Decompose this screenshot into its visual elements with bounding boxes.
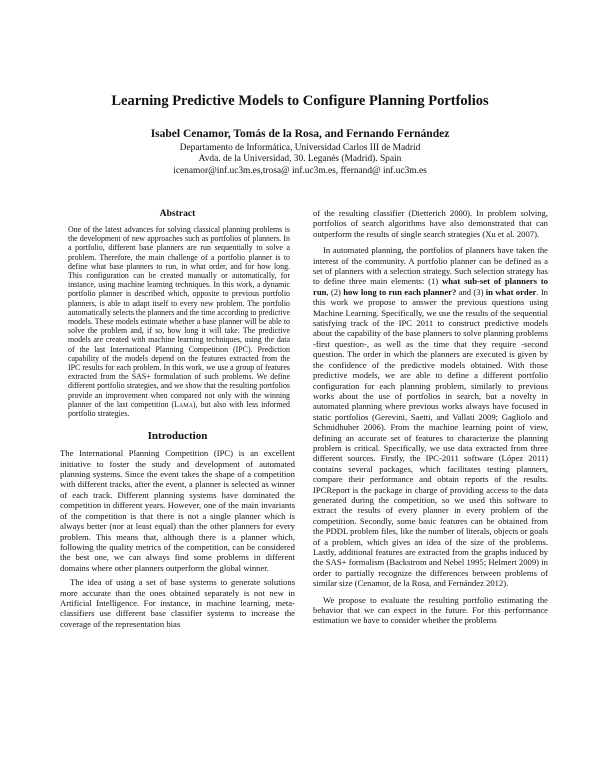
right-column — [313, 208, 548, 626]
question-subset: what sub-set of planners to run — [313, 276, 548, 297]
paragraph-portfolios — [313, 245, 548, 588]
abstract-text — [68, 225, 290, 418]
affiliation-line-2: Avda. de la Universidad, 30. Leganés (Madrid). Spain — [198, 154, 402, 165]
portfolio-text-a: In automated planning, the portfolios of planners have taken the interest of the community. A portfolio planner can be defined as a set of planners with a selection strategy. Such selection strategy has to define three main elements: (1) — [313, 245, 548, 287]
abstract-body: One of the latest advances for solving classical planning problems is the development of new approaches such as portfolios of planners. In a portfolio, different base planners are run sequentially to solve a problem. Therefore, the main challenge of a portfolio planner is to define what base planners to run, in what order, and for how long. This configuration can be created manually or automatically, for instance, using machine learning techniques. In this work, a dynamic portfolio planner is described which, opposite to previous portfolio planners, is able to adapt itself to every new problem. The portfolio automatically selects the planners and the time according to predictive models. These models estimate whether a base planner will be able to solve the problem and, if so, how long it will take. The predictive models are created with machine learning techniques, using the data of the last International Planning Competition (IPC). Prediction capability of the models depend on the features extracted from the IPC results for each problem. In this work, we use a group of features extracted from the SAS+ formulation of such problems. We define different portfolio strategies, and we show that the resulting portfolios provide an improvement when compared not only with the winning planner of the last competition ( — [68, 225, 290, 409]
portfolio-text-c: and (3) — [456, 286, 486, 297]
lama-planner-name: Lama — [174, 399, 193, 409]
author-emails: icenamor@inf.uc3m.es,trosa@ inf.uc3m.es, ffernand@ inf.uc3m.es — [173, 165, 427, 176]
author-names: Isabel Cenamor, Tomás de la Rosa, and Fernando Fernández — [150, 128, 450, 140]
abstract-heading: Abstract — [159, 208, 196, 219]
portfolio-text-b: , (2) — [326, 286, 344, 297]
question-order: in what order — [485, 286, 537, 297]
abstract-ending: ), but also with less informed portfolio strategies. — [68, 399, 291, 419]
intro-paragraph-1: The International Planning Competition (IPC) is an excellent initiative to foster the study and development of automated planning systems. Since the event takes the shape of a competition with different tracks, after the event, a planner is selected as winner of each track. Different planning systems have dominated the competition in different years. However, one of the main invariants of the competition is that there is not a single planner which is always better (nor at least equal) than the other planners for every problem. This means that, although there is a planner which, following the quality metrics of the competition, can be considered the best one, we can always find some problems in different domains where other planners outperform the global winner. — [60, 448, 295, 573]
paragraph-evaluation: We propose to evaluate the resulting portfolio estimating the behavior that we can expect in the future. For this performance estimation we have to consider whether the problems — [313, 594, 548, 626]
portfolio-text-d: . In this work we propose to answer the previous questions using Machine Learning. Specifically, we use the results of the sequential satisfying track of the IPC 2011 to construct predictive models about the capability of the base planners to solve planning problems -first question-, as well as the time that they require -second question. The order in which the planners are executed is given by the confidence of the predictive models obtained. With those predictive models, we are able to define a different portfolio configuration for each planning problem, similarly to previous works about the use of portfolios in search, but a novelty in automated planning where previous works always have focused in static portfolios (Gerevini, Saetti, and Vallati 2009; Gagliolo and Schmidhuber 2006). From the machine learning point of view, defining an accurate set of features to characterize the planning problem is critical. Specifically, we use data extracted from three different sources. Firstly, the IPC-2011 software (López 2011) contains several packages, which facilitates testing planners, compare their performance and obtain reports of the results. IPCReport is the package in charge of providing access to the data generated during the competition, so we used this software to extract the results of every planner in every problem of the competition. Secondly, some basic features can be obtained from the PDDL problem files, like the number of literals, objects or goals of a problem, which gives an idea of the size of the problems. Lastly, additional features are extracted from the graphs induced by the SAS+ formalism (Backstrom and Nebel 1995; Helmert 2009) in order to partially recognize the differences between problems of similar size (Cenamor, de la Rosa, and Fernández 2012). — [313, 286, 548, 589]
paper-title: Learning Predictive Models to Configure Planning Portfolios — [111, 93, 489, 109]
affiliation-line-1: Departamento de Informática, Universidad Carlos III de Madrid — [179, 142, 421, 153]
left-column — [60, 208, 295, 629]
paragraph-continuation: of the resulting classifier (Dietterich 2000). In problem solving, portfolios of search algorithms have also demonstrated that can outperform the results of single search strategies (Xu et al. 2007). — [313, 208, 548, 239]
intro-paragraph-2: The idea of using a set of base systems to generate solutions more accurate than the ones obtained separately is not new in Artificial Intelligence. For instance, in machine learning, meta-classifiers use different base classifier systems to increase the coverage of the representation bias — [60, 577, 295, 629]
question-duration: how long to run each planner? — [343, 286, 457, 297]
introduction-heading: Introduction — [147, 430, 208, 443]
author-block — [0, 128, 600, 177]
